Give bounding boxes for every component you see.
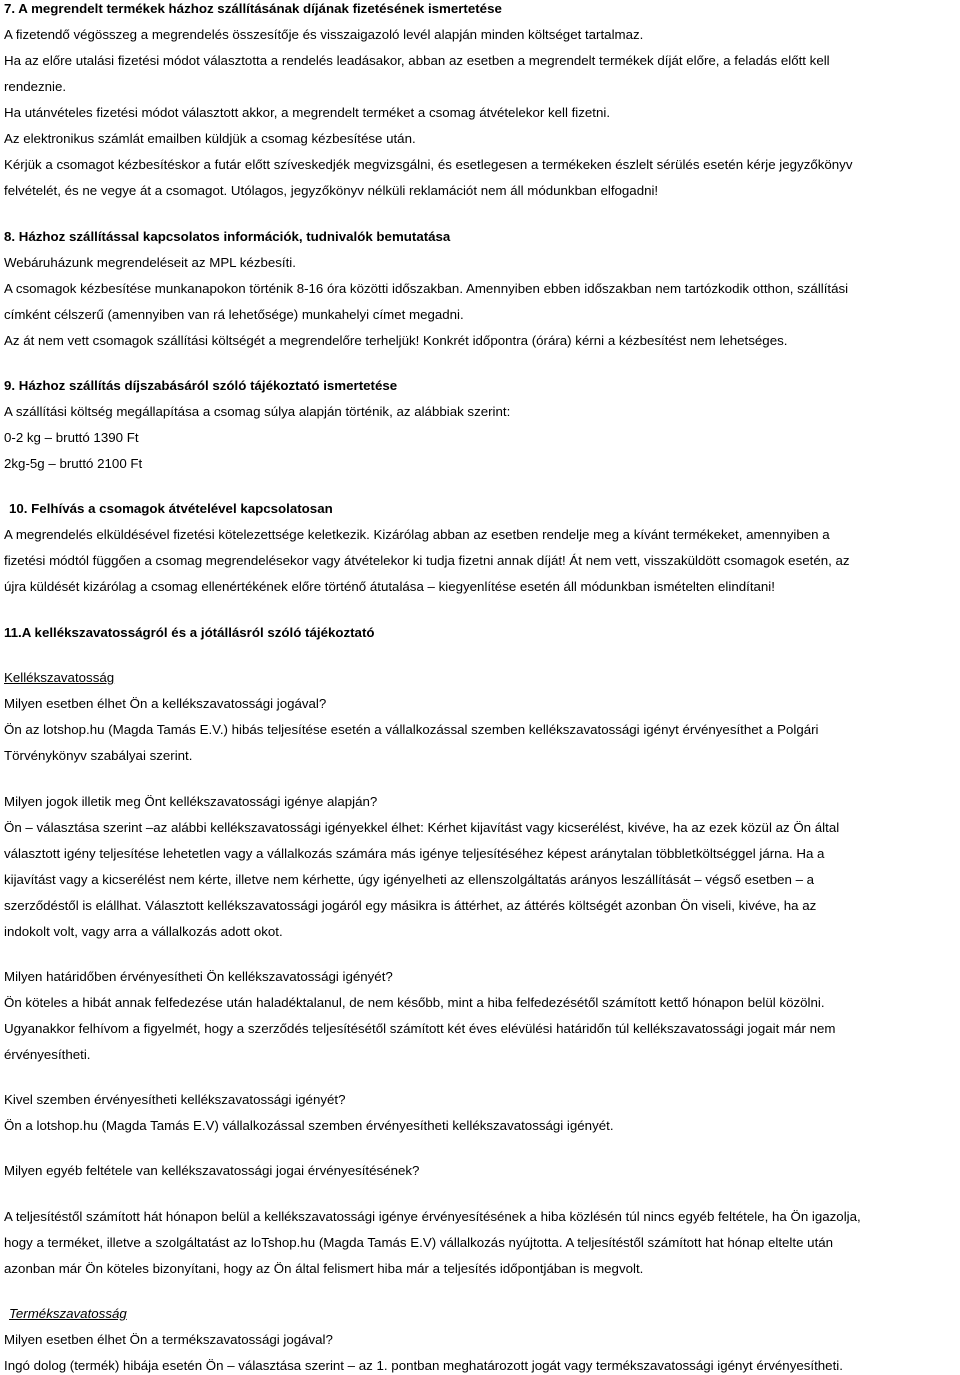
section-11-heading: 11.A kellékszavatosságról és a jótállásról szóló tájékoztató: [4, 625, 375, 640]
answer-line: Törvénykönyv szabályai szerint.: [4, 748, 193, 763]
section-10-line: fizetési módtól függően a csomag megrendelésekor vagy átvételekor ki tudja fizetni annak díját! Át nem vett, visszaküldött csomagok esetén, az: [4, 553, 850, 568]
answer-line: hogy a terméket, illetve a szolgáltatást az loTshop.hu (Magda Tamás E.V) vállalkozás nyújtotta. A teljesítéstől számított hat hónap eltelte után: [4, 1235, 834, 1250]
answer-line: érvényesítheti.: [4, 1047, 91, 1062]
section-8-line: A csomagok kézbesítése munkanapokon történik 8-16 óra közötti időszakban. Amennyiben ebben időszakban nem tartózkodik otthon, szállítási: [4, 281, 849, 296]
answer-line: indokolt volt, vagy arra a vállalkozás adott okot.: [4, 924, 283, 939]
section-7-line: rendeznie.: [4, 79, 67, 94]
section-9-heading: 9. Házhoz szállítás díjszabásáról szóló tájékoztató ismertetése: [4, 378, 398, 393]
subheading-kellekszavatossag: Kellékszavatosság: [4, 670, 115, 685]
answer-line: szerződéstől is elállhat. Választott kellékszavatossági jogáról egy másikra is áttérhet, az áttérés költségét azonban Ön viseli, kivéve, ha az: [4, 898, 817, 913]
section-7-line: Kérjük a csomagot kézbesítéskor a futár előtt szíveskedjék megvizsgálni, és esetlegesen a termékeken észlelt sérülés esetén kérje jegyzőkönyv: [4, 157, 853, 172]
section-7-line: A fizetendő végösszeg a megrendelés összesítője és visszaigazoló levél alapján minden költséget tartalmaz.: [4, 27, 644, 42]
question: Milyen esetben élhet Ön a termékszavatossági jogával?: [4, 1332, 333, 1347]
section-8-line: címként célszerű (amennyiben van rá lehetősége) munkahelyi címet megadni.: [4, 307, 464, 322]
answer-line: Ingó dolog (termék) hibája esetén Ön – választása szerint – az 1. pontban meghatározott jogát vagy termékszavatossági igényt érvényesítheti.: [4, 1358, 843, 1373]
answer-line: azonban már Ön köteles bizonyítani, hogy az Ön által felismert hiba már a teljesítés időpontjában is megvolt.: [4, 1261, 644, 1276]
section-8-heading: 8. Házhoz szállítással kapcsolatos információk, tudnivalók bemutatása: [4, 229, 451, 244]
question: Milyen egyéb feltétele van kellékszavatossági jogai érvényesítésének?: [4, 1163, 420, 1178]
question: Milyen jogok illetik meg Önt kellékszavatossági igénye alapján?: [4, 794, 378, 809]
section-10-line: újra küldését kizárólag a csomag ellenértékének előre történő átutalása – kiegyenlítése esetén áll módunkban ismételten elindítani!: [4, 579, 775, 594]
answer-line: választott igény teljesítése lehetetlen vagy a vállalkozás számára más igénye teljesítéséhez képest aránytalan többletköltséggel járna. Ha a: [4, 846, 825, 861]
section-9-line: 0-2 kg – bruttó 1390 Ft: [4, 430, 139, 445]
answer-line: Ugyanakkor felhívom a figyelmét, hogy a szerződés teljesítésétől számított két éves elévülési határidőn túl kellékszavatossági jogait már nem: [4, 1021, 836, 1036]
answer-line: Ön a lotshop.hu (Magda Tamás E.V) vállalkozással szemben érvényesítheti kellékszavatossági igényét.: [4, 1118, 614, 1133]
answer-line: Ön – választása szerint –az alábbi kellékszavatossági igényekkel élhet: Kérhet kijavítást vagy kicserélést, kivéve, ha az ezek közül az Ön által: [4, 820, 840, 835]
answer-line: A teljesítéstől számított hát hónapon belül a kellékszavatossági igénye érvényesítésének a hiba közlésén túl nincs egyéb feltétele, ha Ön igazolja,: [4, 1209, 861, 1224]
section-9-line: 2kg-5g – bruttó 2100 Ft: [4, 456, 143, 471]
section-7-line: Ha utánvételes fizetési módot választott akkor, a megrendelt terméket a csomag átvételekor kell fizetni.: [4, 105, 611, 120]
section-7-line: felvételét, és ne vegye át a csomagot. Utólagos, jegyzőkönyv nélküli reklamációt nem áll módunkban elfogadni!: [4, 183, 659, 198]
section-10-line: A megrendelés elküldésével fizetési kötelezettsége keletkezik. Kizárólag abban az esetben rendelje meg a kívánt termékeket, amennyiben a: [4, 527, 830, 542]
question: Milyen határidőben érvényesítheti Ön kellékszavatossági igényét?: [4, 969, 393, 984]
section-9-line: A szállítási költség megállapítása a csomag súlya alapján történik, az alábbiak szerint:: [4, 404, 511, 419]
question: Milyen esetben élhet Ön a kellékszavatossági jogával?: [4, 696, 327, 711]
section-8-line: Az át nem vett csomagok szállítási költségét a megrendelőre terheljük! Konkrét időpontra (órára) kérni a kézbesítést nem lehetséges.: [4, 333, 788, 348]
section-7-line: Ha az előre utalási fizetési módot választotta a rendelés leadásakor, abban az esetben a megrendelt termékek díját előre, a feladás előtt kell: [4, 53, 830, 68]
answer-line: kijavítást vagy a kicserélést nem kérte, illetve nem kérhette, úgy igényelheti az ellenszolgáltatás arányos leszállítását – végső esetben – a: [4, 872, 815, 887]
answer-line: Ön az lotshop.hu (Magda Tamás E.V.) hibás teljesítése esetén a vállalkozással szemben kellékszavatossági igényt érvényesíthet a Polgári: [4, 722, 819, 737]
section-7-heading: 7. A megrendelt termékek házhoz szállításának díjának fizetésének ismertetése: [4, 1, 502, 16]
section-8-line: Webáruházunk megrendeléseit az MPL kézbesíti.: [4, 255, 296, 270]
answer-line: Ön köteles a hibát annak felfedezése után haladéktalanul, de nem később, mint a hiba felfedezésétől számított kettő hónapon belül közölni.: [4, 995, 825, 1010]
section-7-line: Az elektronikus számlát emailben küldjük a csomag kézbesítése után.: [4, 131, 416, 146]
subheading-termekszavatossag: Termékszavatosság: [9, 1306, 127, 1321]
section-10-heading: 10. Felhívás a csomagok átvételével kapcsolatosan: [9, 501, 333, 516]
question: Kivel szemben érvényesítheti kellékszavatossági igényét?: [4, 1092, 346, 1107]
